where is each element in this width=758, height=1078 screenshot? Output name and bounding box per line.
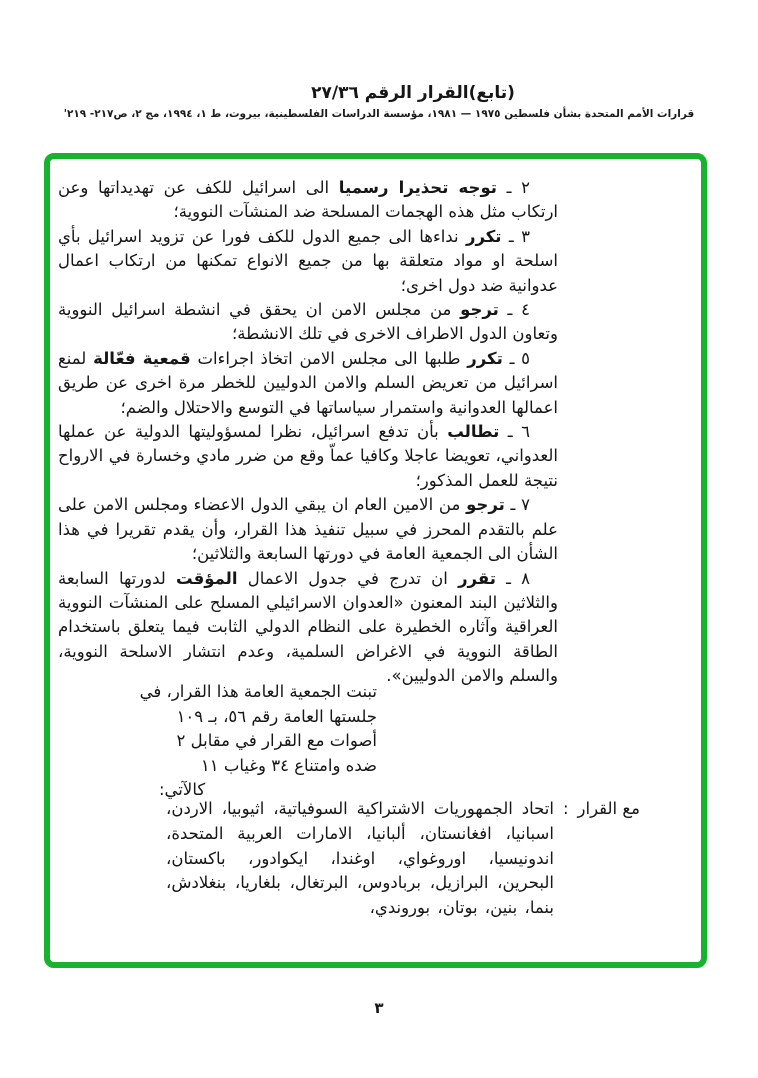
- page-title: (تابع)القرار الرقم ٢٧/٣٦: [311, 83, 515, 103]
- vote-with-label: مع القرار: [577, 799, 640, 818]
- adoption-note-line: ضده وامتناع ٣٤ وغياب ١١: [200, 755, 377, 775]
- adoption-note-line: كالآتي:: [159, 780, 206, 800]
- vote-with-countries: اتحاد الجمهوريات الاشتراكية السوفياتية، اثيوبيا، الاردن، اسبانيا، افغانستان، ألبانيا، الامارات العربية المتحدة، اندونيسيا، اوروغواي، اوغندا، ايكوادور، باكستان، البحرين، البرازيل، بربادوس، البرتغال، بلغاريا، بنغلادش، بنما، بنين، بوتان، بوروندي،: [166, 799, 554, 918]
- resolution-paragraph: ٤ ـ ترجو من مجلس الامن ان يحقق في انشطة اسرائيل النووية وتعاون الدول الاطراف الاخرى في تلك الانشطة؛: [58, 300, 558, 344]
- adoption-note-line: تبنت الجمعية العامة هذا القرار، في: [139, 682, 377, 701]
- resolution-paragraph: ٥ ـ تكرر طلبها الى مجلس الامن اتخاذ اجراءات قمعية فعّالة لمنع اسرائيل من تعريض السلم والامن الدوليين للخطر مرة اخرى عن طريق اعمالها العدوانية واستمرار سياساتها في التوسع والاحتلال والضم؛: [58, 348, 558, 417]
- resolution-paragraph: ٧ ـ ترجو من الامين العام ان يبقي الدول الاعضاء ومجلس الامن على علم بالتقدم المحرز في سبيل تنفيذ هذا القرار، وأن يقدم تقريرا في هذا الشأن الى الجمعية العامة في دورتها السابعة والثلاثين؛: [58, 495, 558, 564]
- adoption-note: [139, 680, 377, 803]
- vote-with-block: [166, 797, 640, 921]
- resolution-body: [58, 176, 558, 689]
- adoption-note-line: أصوات مع القرار في مقابل ٢: [176, 731, 377, 751]
- citation-line: قرارات الأمم المتحدة بشأن فلسطين ١٩٧٥ — ١٩٨١، مؤسسة الدراسات الفلسطينية، بيروت، ط ١، ١٩٩٤، مج ٢، ص٢١٧- ٢١٩': [63, 108, 695, 120]
- vote-colon: :: [562, 799, 569, 818]
- adoption-note-line: جلستها العامة رقم ٥٦، بـ ١٠٩: [176, 706, 377, 726]
- resolution-paragraph: ٢ ـ توجه تحذيرا رسميا الى اسرائيل للكف عن تهديداتها وعن ارتكاب مثل هذه الهجمات المسلحة ضد المنشآت النووية؛: [58, 178, 558, 222]
- resolution-paragraph: ٦ ـ تطالب بأن تدفع اسرائيل، نظرا لمسؤوليتها الدولية عن عملها العدواني، تعويضا عاجلا وكافيا عماّ وقع من ضرر مادي وخسارة في الارواح نتيجة للعمل المذكور؛: [58, 422, 558, 490]
- resolution-paragraph: ٨ ـ تقرر ان تدرج في جدول الاعمال المؤقت لدورتها السابعة والثلاثين البند المعنون «العدوان الاسرائيلي المسلح على المنشآت النووية العراقية وآثاره الخطيرة على النظام الدولي الثابت فيما يتعلق باستخدام الطاقة النووية في الاغراض السلمية، وعدم انتشار الاسلحة النووية، والسلم والامن الدوليين».: [58, 568, 558, 686]
- page-number: ٣: [374, 999, 384, 1017]
- resolution-paragraph: ٣ ـ تكرر نداءها الى جميع الدول للكف فورا عن تزويد اسرائيل بأي اسلحة او مواد متعلقة بها من جميع الانواع تمكنها من ارتكاب اعمال عدوانية ضد دول اخرى؛: [58, 226, 558, 295]
